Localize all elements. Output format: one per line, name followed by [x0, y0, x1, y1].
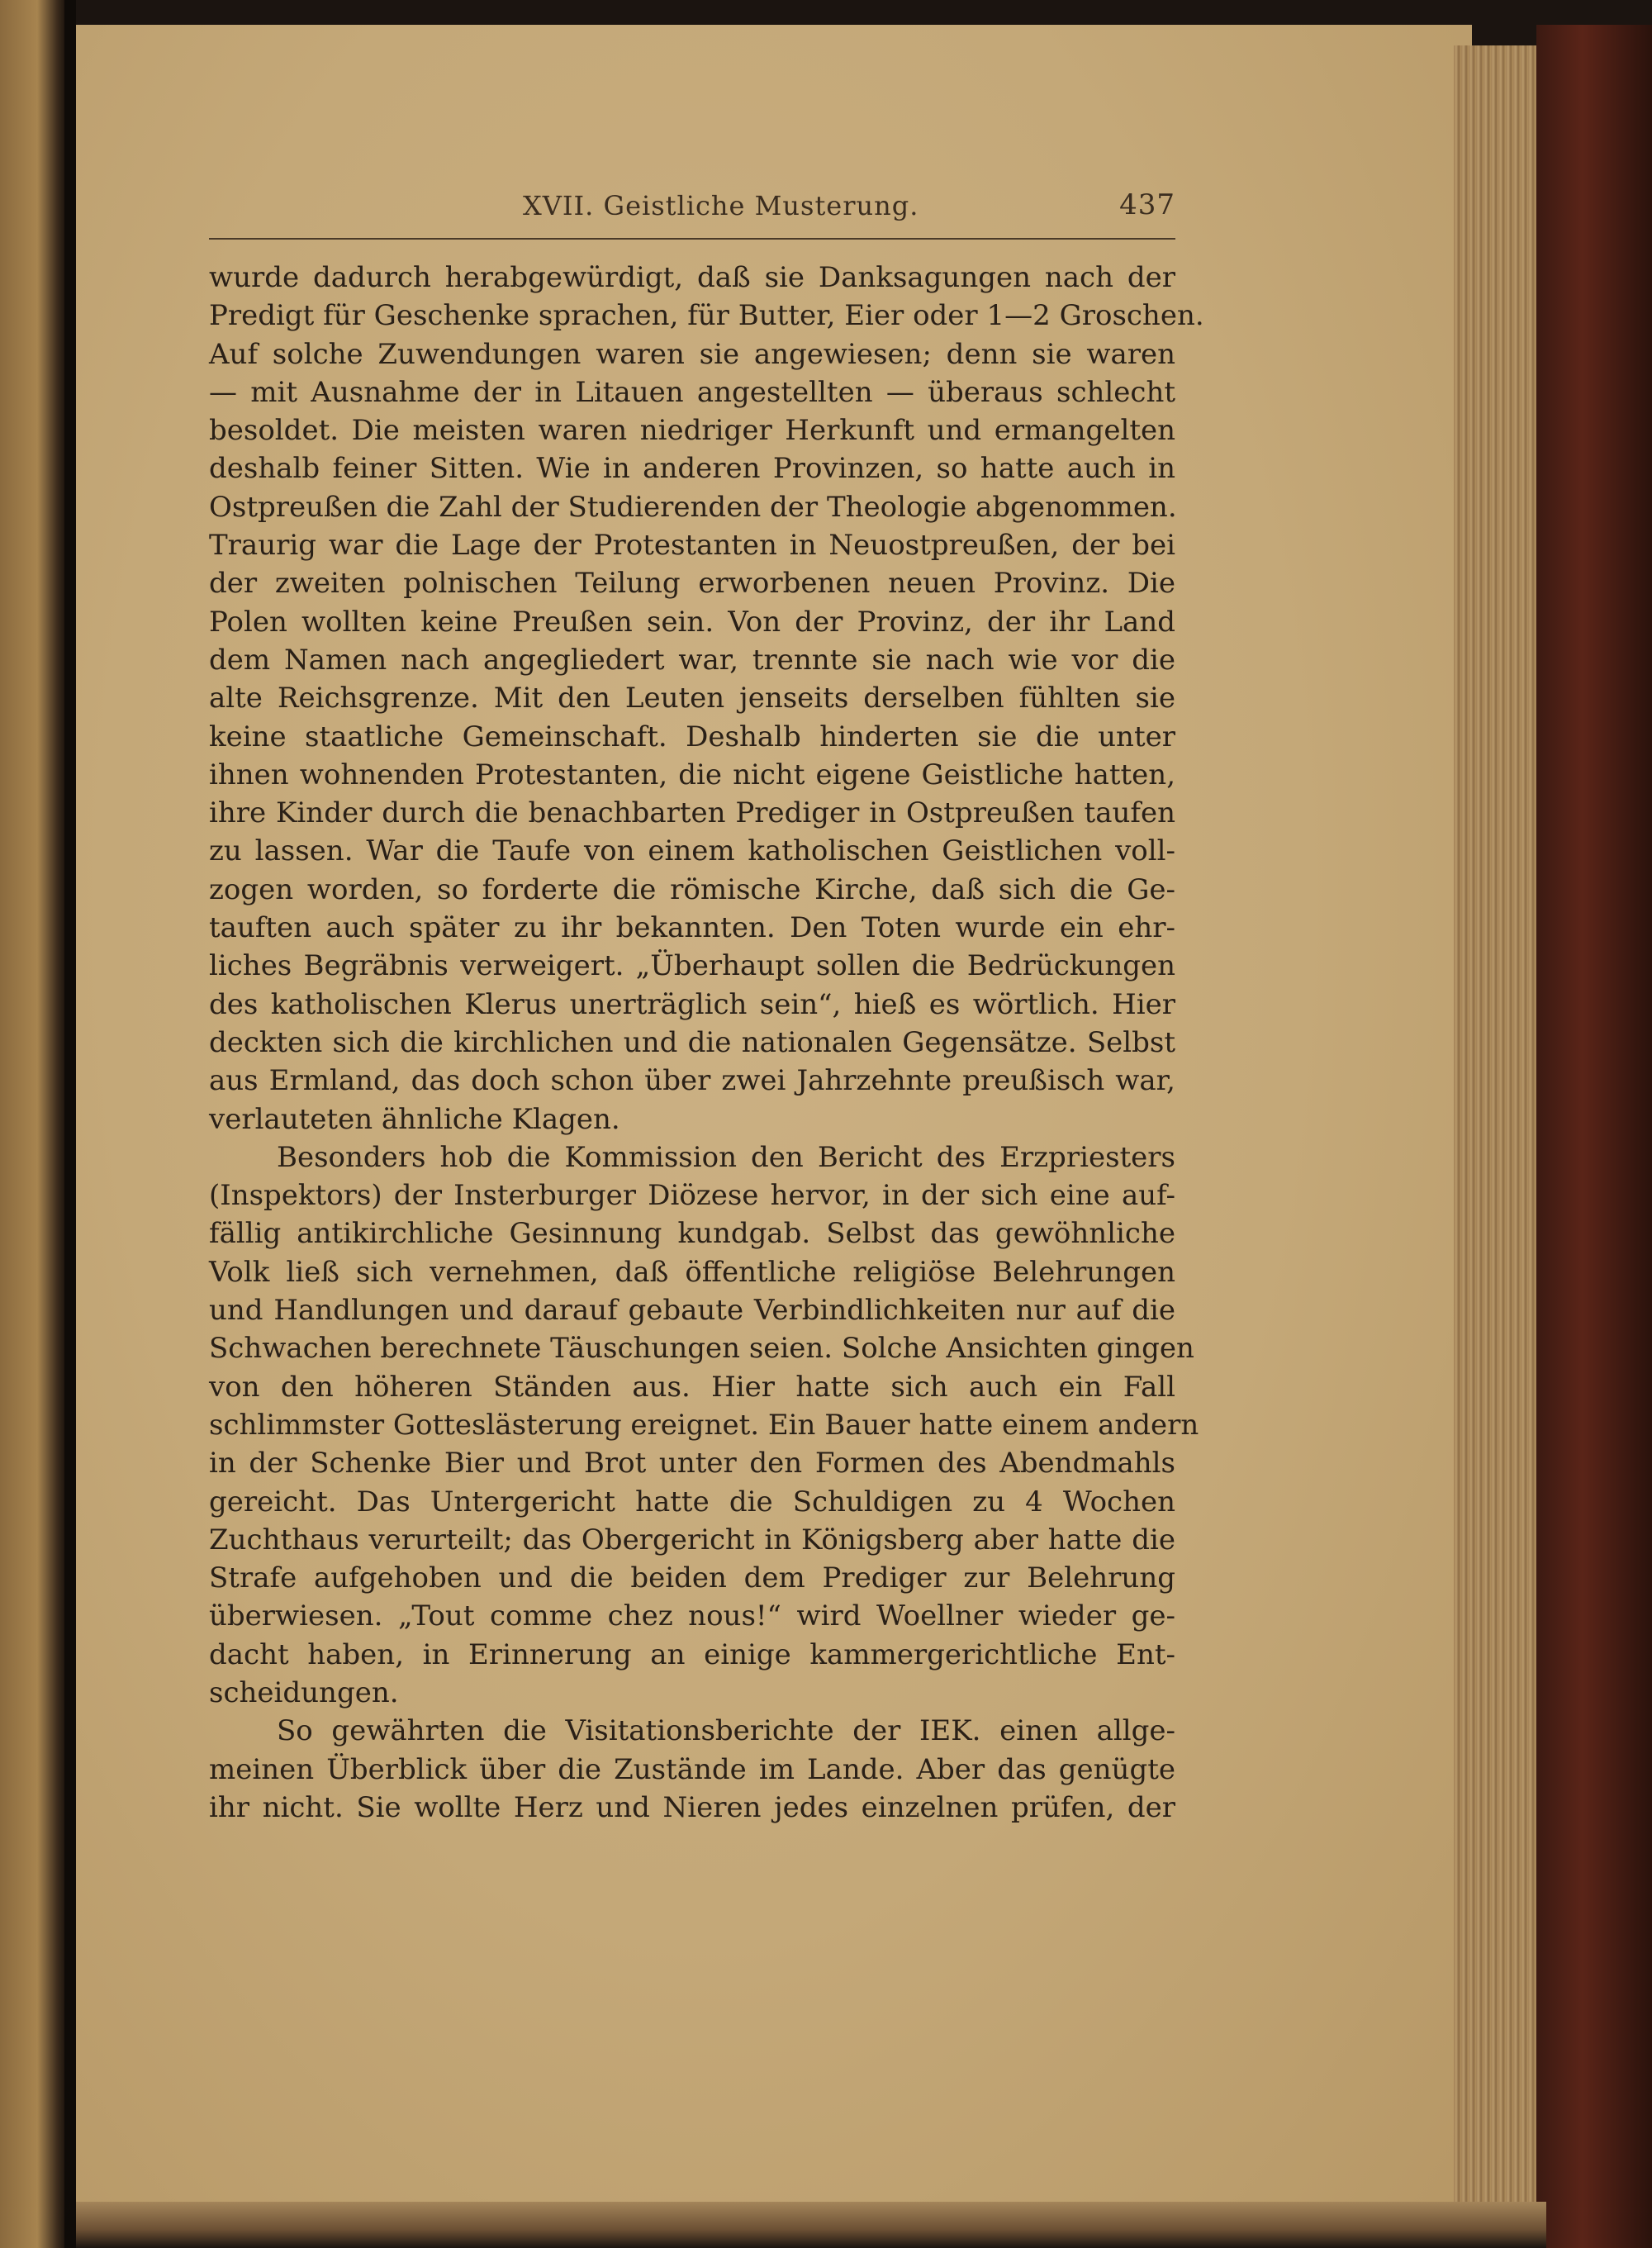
text-line: Volk ließ sich vernehmen, daß öffentliche religiöse Belehrungen [209, 1255, 1175, 1289]
text-line: besoldet. Die meisten waren niedriger Herkunft und ermangelten [209, 414, 1175, 448]
text-line: verlauteten ähnliche Klagen. [209, 1102, 620, 1136]
header-rule [209, 238, 1175, 240]
text-line: deckten sich die kirchlichen und die nationalen Gegensätze. Selbst [209, 1025, 1175, 1059]
text-line: (Inspektors) der Insterburger Diözese hervor, in der sich eine auf- [209, 1179, 1175, 1213]
text-line: tauften auch später zu ihr bekannten. Den Toten wurde ein ehr- [209, 911, 1175, 945]
text-line: deshalb feiner Sitten. Wie in anderen Provinzen, so hatte auch in [209, 452, 1175, 486]
text-line: schlimmster Gotteslästerung ereignet. Ein Bauer hatte einem andern [209, 1408, 1199, 1442]
text-line: — mit Ausnahme der in Litauen angestellten — überaus schlecht [209, 375, 1175, 409]
page-bottom-edge [76, 2202, 1546, 2248]
text-line: ihr nicht. Sie wollte Herz und Nieren jedes einzelnen prüfen, der [209, 1790, 1175, 1824]
text-line: meinen Überblick über die Zustände im Lande. Aber das genügte [209, 1752, 1175, 1786]
text-line: der zweiten polnischen Teilung erworbenen neuen Provinz. Die [209, 567, 1175, 601]
chapter-title: XVII. Geistliche Musterung. [523, 190, 919, 221]
facing-page-edge [0, 0, 68, 2248]
text-line: von den höheren Ständen aus. Hier hatte sich auch ein Fall [209, 1370, 1175, 1404]
text-line: Strafe aufgehoben und die beiden dem Prediger zur Belehrung [209, 1561, 1175, 1595]
text-line: und Handlungen und darauf gebaute Verbindlichkeiten nur auf die [209, 1294, 1175, 1328]
text-line: Zuchthaus verurteilt; das Obergericht in Königsberg aber hatte die [209, 1523, 1175, 1556]
text-line: So gewährten die Visitationsberichte der IEK. einen allge- [277, 1714, 1175, 1748]
text-line: gereicht. Das Untergericht hatte die Schuldigen zu 4 Wochen [209, 1485, 1175, 1518]
text-line: scheidungen. [209, 1675, 399, 1709]
body-text [209, 259, 1204, 1827]
text-line: zu lassen. War die Taufe von einem katholischen Geistlichen voll- [209, 834, 1175, 868]
text-line: ihnen wohnenden Protestanten, die nicht eigene Geistliche hatten, [209, 758, 1175, 791]
text-line: des katholischen Klerus unerträglich sein“, hieß es wörtlich. Hier [209, 987, 1175, 1021]
text-line: fällig antikirchliche Gesinnung kundgab. Selbst das gewöhnliche [209, 1217, 1175, 1251]
text-line: wurde dadurch herabgewürdigt, daß sie Danksagungen nach der [209, 261, 1175, 294]
text-line: aus Ermland, das doch schon über zwei Jahrzehnte preußisch war, [209, 1064, 1175, 1098]
book-gutter [64, 0, 76, 2248]
text-line: überwiesen. „Tout comme chez nous!“ wird Woellner wieder ge- [209, 1599, 1175, 1633]
text-line: Schwachen berechnete Täuschungen seien. Solche Ansichten gingen [209, 1332, 1194, 1366]
text-line: Auf solche Zuwendungen waren sie angewiesen; denn sie waren [209, 337, 1175, 371]
text-line: Besonders hob die Kommission den Bericht des Erzpriesters [277, 1140, 1175, 1174]
text-line: liches Begräbnis verweigert. „Überhaupt sollen die Bedrückungen [209, 949, 1175, 983]
text-line: alte Reichsgrenze. Mit den Leuten jenseits derselben fühlten sie [209, 682, 1175, 715]
page-block-edge [1454, 45, 1545, 2202]
text-line: Polen wollten keine Preußen sein. Von der Provinz, der ihr Land [209, 605, 1175, 639]
text-line: ihre Kinder durch die benachbarten Prediger in Ostpreußen taufen [209, 796, 1175, 830]
text-line: dacht haben, in Erinnerung an einige kammergerichtliche Ent- [209, 1637, 1175, 1671]
text-line: Traurig war die Lage der Protestanten in Neuostpreußen, der bei [209, 529, 1175, 563]
page-number: 437 [1119, 188, 1175, 221]
text-line: Ostpreußen die Zahl der Studierenden der Theologie abgenommen. [209, 490, 1177, 524]
running-header [209, 183, 1175, 233]
text-line: zogen worden, so forderte die römische Kirche, daß sich die Ge- [209, 872, 1175, 906]
text-line: in der Schenke Bier und Brot unter den Formen des Abendmahls [209, 1447, 1175, 1480]
text-line: keine staatliche Gemeinschaft. Deshalb hinderten sie die unter [209, 720, 1175, 753]
text-line: Predigt für Geschenke sprachen, für Butter, Eier oder 1—2 Groschen. [209, 299, 1204, 333]
text-line: dem Namen nach angegliedert war, trennte sie nach wie vor die [209, 643, 1175, 677]
book-cover-edge [1536, 25, 1652, 2248]
